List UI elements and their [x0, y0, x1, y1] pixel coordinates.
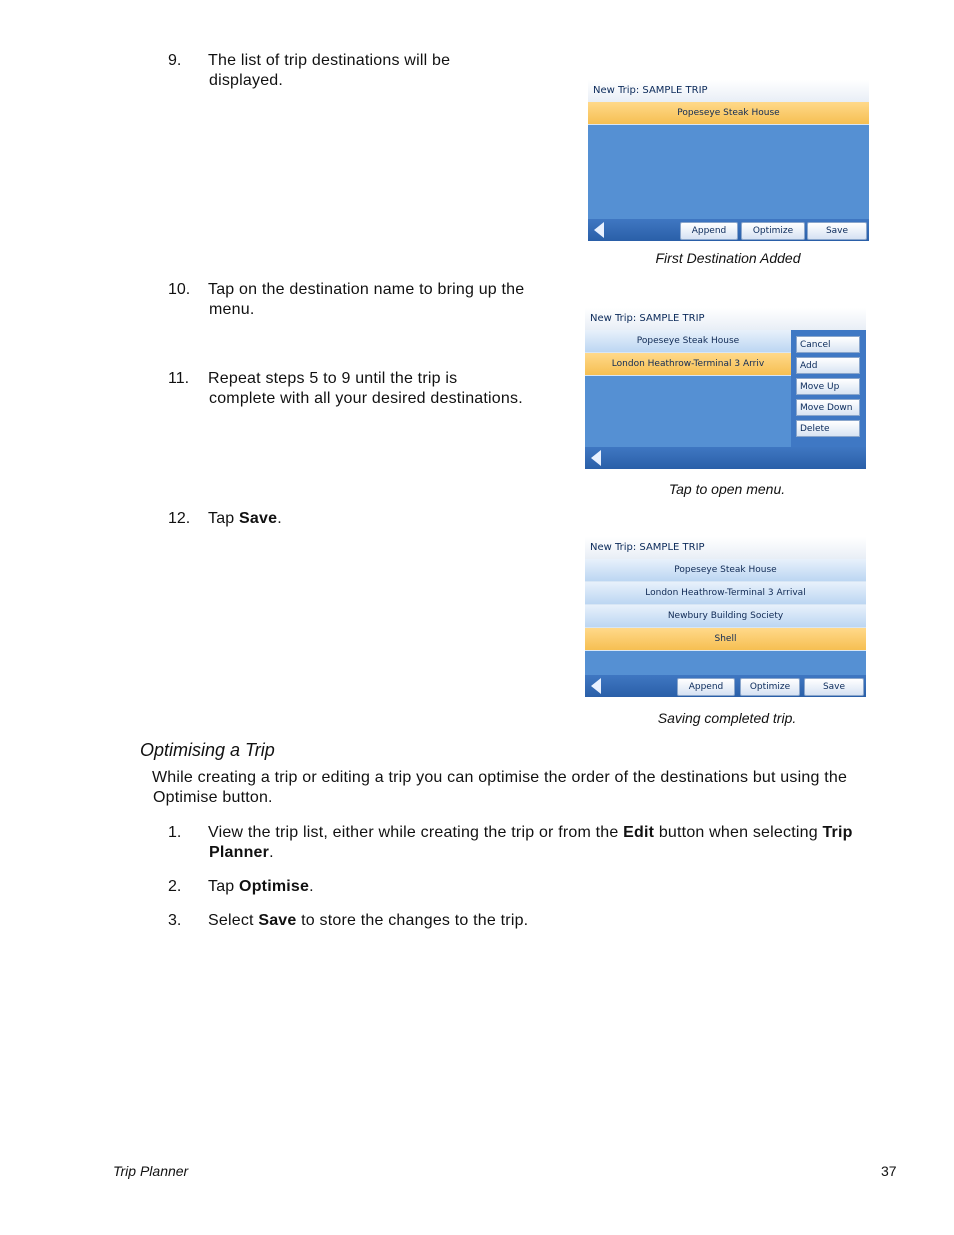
trip-row-3[interactable]: Newbury Building Society — [585, 605, 866, 628]
opt-step-2-text: Tap Optimise. — [208, 878, 314, 895]
step-12-number: 12. — [168, 510, 191, 527]
trip-row-1[interactable]: Popeseye Steak House — [588, 102, 869, 125]
step-11-number: 11. — [168, 370, 190, 387]
step-12-text: Tap Save. — [208, 510, 282, 527]
opt-step-1-number: 1. — [168, 824, 182, 841]
section-intro-line1: While creating a trip or editing a trip you can optimise the order of the destinations but using the — [152, 769, 848, 786]
back-arrow-icon[interactable] — [591, 678, 601, 694]
step-10-text-line2: menu. — [209, 301, 255, 318]
screenshot-saving-trip — [585, 537, 866, 697]
menu-cancel[interactable]: Cancel — [796, 336, 860, 353]
back-arrow-icon[interactable] — [594, 222, 604, 238]
footer-section-title: Trip Planner — [113, 1163, 189, 1179]
screen-title: New Trip: SAMPLE TRIP — [585, 537, 866, 559]
screenshot-first-destination — [588, 80, 869, 241]
caption-saving-trip: Saving completed trip. — [657, 710, 797, 726]
bottom-toolbar — [585, 675, 866, 697]
opt-step-3-text: Select Save to store the changes to the trip. — [208, 912, 529, 929]
step-11-text-line1: Repeat steps 5 to 9 until the trip is — [208, 370, 458, 387]
screenshot-open-menu — [585, 308, 866, 469]
trip-row-1[interactable]: Popeseye Steak House — [585, 330, 791, 353]
menu-move-up[interactable]: Move Up — [796, 378, 860, 395]
page-number: 37 — [881, 1163, 897, 1179]
opt-step-2-number: 2. — [168, 878, 182, 895]
bottom-toolbar — [585, 447, 866, 469]
opt-step-1-line2: Planner. — [209, 844, 274, 861]
row-context-menu — [791, 330, 866, 447]
menu-move-down[interactable]: Move Down — [796, 399, 860, 416]
trip-row-2[interactable]: London Heathrow-Terminal 3 Arrival — [585, 582, 866, 605]
append-button[interactable]: Append — [680, 222, 738, 240]
append-button[interactable]: Append — [677, 678, 735, 696]
menu-add[interactable]: Add — [796, 357, 860, 374]
trip-row-1[interactable]: Popeseye Steak House — [585, 559, 866, 582]
menu-delete[interactable]: Delete — [796, 420, 860, 437]
opt-step-3-number: 3. — [168, 912, 182, 929]
opt-step-1-line1: View the trip list, either while creating the trip or from the Edit button when selecting Trip — [208, 824, 853, 841]
step-9-number: 9. — [168, 52, 182, 69]
back-arrow-icon[interactable] — [591, 450, 601, 466]
save-button[interactable]: Save — [807, 222, 867, 240]
screen-title: New Trip: SAMPLE TRIP — [585, 308, 866, 330]
optimize-button[interactable]: Optimize — [740, 678, 800, 696]
trip-row-2[interactable]: London Heathrow-Terminal 3 Arriv — [585, 353, 791, 376]
screen-title: New Trip: SAMPLE TRIP — [588, 80, 869, 102]
bottom-toolbar — [588, 219, 869, 241]
caption-open-menu: Tap to open menu. — [668, 481, 786, 497]
section-heading: Optimising a Trip — [140, 740, 275, 760]
step-10-number: 10. — [168, 281, 191, 298]
step-10-text-line1: Tap on the destination name to bring up the — [208, 281, 525, 298]
caption-first-destination: First Destination Added — [655, 250, 801, 266]
save-button[interactable]: Save — [804, 678, 864, 696]
trip-row-4[interactable]: Shell — [585, 628, 866, 651]
step-9-text-line1: The list of trip destinations will be — [208, 52, 451, 69]
section-intro-line2: Optimise button. — [153, 789, 273, 806]
optimize-button[interactable]: Optimize — [741, 222, 805, 240]
step-11-text-line2: complete with all your desired destinations. — [209, 390, 523, 407]
step-9-text-line2: displayed. — [209, 72, 284, 89]
